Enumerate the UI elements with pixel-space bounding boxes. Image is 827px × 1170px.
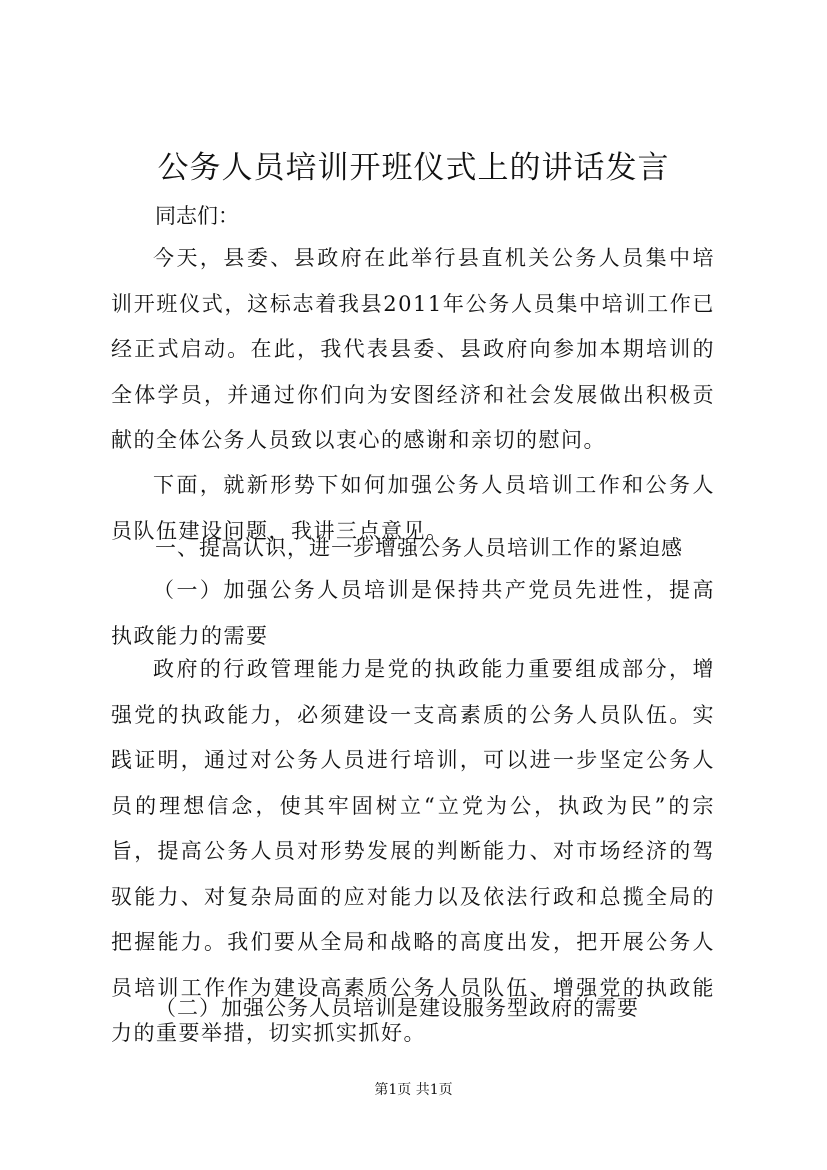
- subsection-heading-2: （二）加强公务人员培训是建设服务型政府的需要: [155, 996, 639, 1020]
- paragraph-opening: 今天，县委、县政府在此举行县直机关公务人员集中培训开班仪式，这标志着我县2011年公务人员集中培训工作已经正式启动。在此，我代表县委、县政府向参加本期培训的全体学员，并通过你们向为安图经济和社会发展做出积极贡献的全体公务人员致以衷心的感谢和亲切的慰问。: [111, 246, 715, 452]
- salutation: 同志们：: [155, 204, 239, 228]
- subsection-heading-1: （一）加强公务人员培训是保持共产党员先进性，提高执政能力的需要: [111, 578, 715, 648]
- paragraph-intro: 下面，就新形势下如何加强公务人员培训工作和公务人员队伍建设问题，我讲三点意见。: [111, 473, 715, 543]
- section-heading-1: 一、提高认识，进一步增强公务人员培训工作的紧迫感: [155, 536, 683, 560]
- page-number-footer: 第1页 共1页: [374, 1082, 453, 1098]
- document-title: 公务人员培训开班仪式上的讲话发言: [157, 150, 670, 186]
- paragraph-subsection-1: 政府的行政管理能力是党的执政能力重要组成部分，增强党的执政能力，必须建设一支高素质的公务人员队伍。实践证明，通过对公务人员进行培训，可以进一步坚定公务人员的理想信念，使其牢固树立“立党为公，执政为民”的宗旨，提高公务人员对形势发展的判断能力、对市场经济的驾驭能力、对复杂局面的应对能力以及依法行政和总揽全局的把握能力。我们要从全局和战略的高度出发，把开展公务人员培训工作作为建设高素质公务人员队伍、增强党的执政能力的重要举措，切实抓实抓好。: [111, 657, 715, 1045]
